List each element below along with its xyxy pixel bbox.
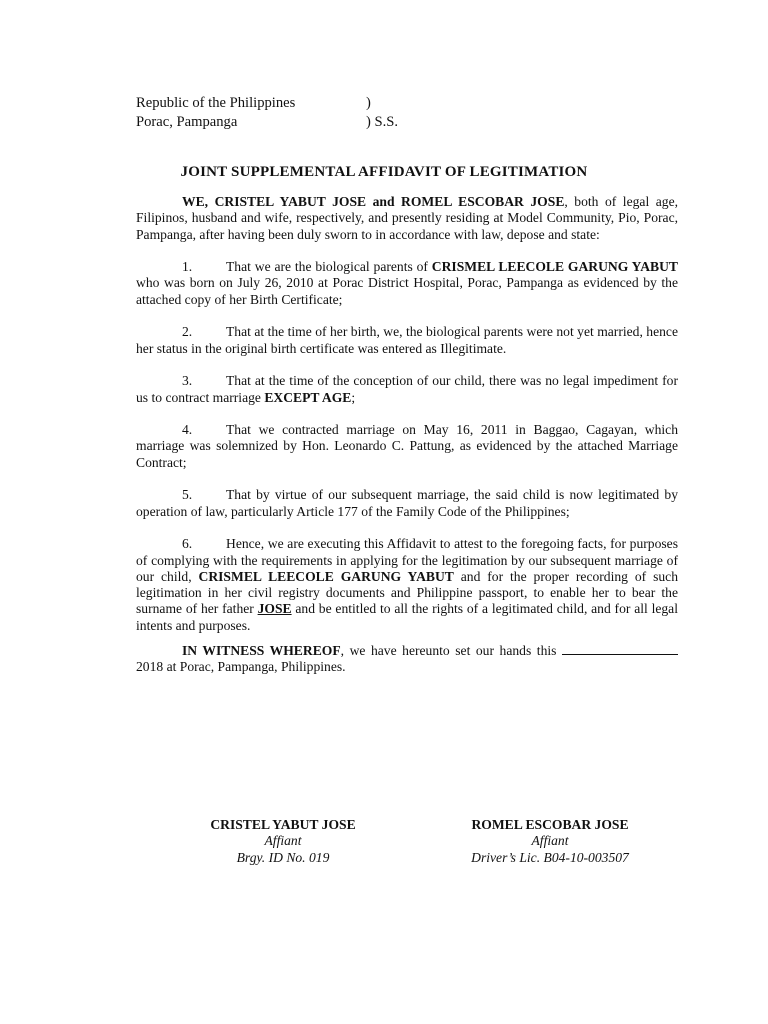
- signature-block-cristel: [153, 817, 413, 866]
- clause-number: 2.: [182, 324, 193, 340]
- signatory-name: ROMEL ESCOBAR JOSE: [471, 817, 629, 832]
- venue-block: [136, 94, 399, 132]
- clause-text: That at the time of the conception of our child, there was no legal impediment for us to contract marriage: [136, 373, 678, 405]
- clause-number: 3.: [182, 373, 193, 389]
- clause-number: 5.: [182, 487, 193, 503]
- clause-text: That by virtue of our subsequent marriage, the said child is now legitimated by operation of law, particularly Article 177 of the Family Code of the Philippines;: [136, 487, 678, 519]
- venue-line-1: [136, 94, 371, 113]
- clause-number: 1.: [182, 259, 193, 275]
- except-age: EXCEPT AGE: [264, 389, 352, 405]
- venue-line-2: [136, 113, 399, 132]
- clause-number: 6.: [182, 536, 193, 552]
- witness-paragraph: [136, 642, 678, 676]
- clause-number: 4.: [182, 422, 193, 438]
- clause-4: [136, 422, 678, 471]
- affiants-names: WE, CRISTEL YABUT JOSE and ROMEL ESCOBAR JOSE: [182, 194, 565, 209]
- child-name: CRISMEL LEECOLE GARUNG YABUT: [431, 259, 678, 275]
- date-blank-line: [562, 642, 678, 655]
- document-title: JOINT SUPPLEMENTAL AFFIDAVIT OF LEGITIMATION: [180, 164, 588, 180]
- witness-text: 2018 at Porac, Pampanga, Philippines.: [136, 659, 346, 675]
- clause-5: [136, 487, 678, 520]
- clause-text: That we are the biological parents of: [226, 259, 432, 275]
- clause-text: who was born on July 26, 2010 at Porac District Hospital, Porac, Pampanga as evidenced by the attached copy of her Birth Certificate;: [136, 275, 678, 307]
- clause-text: That we contracted marriage on May 16, 2011 in Baggao, Cagayan, which marriage was solemnized by Hon. Leonardo C. Pattung, as evidenced by the attached Marriage Contract;: [136, 422, 678, 470]
- clause-3: [136, 373, 678, 406]
- signature-block-romel: [420, 817, 680, 866]
- witness-text: , we have hereunto set our hands this: [340, 643, 557, 659]
- signatory-name: CRISTEL YABUT JOSE: [210, 817, 356, 832]
- venue-locality: Porac, Pampanga: [136, 114, 238, 130]
- venue-paren-1: ): [366, 95, 371, 111]
- child-name: CRISMEL LEECOLE GARUNG YABUT: [198, 568, 454, 584]
- venue-country: Republic of the Philippines: [136, 95, 296, 111]
- signatory-role: Affiant: [531, 833, 569, 849]
- clause-text: That at the time of her birth, we, the biological parents were not yet married, hence her status in the original birth certificate was entered as Illegitimate.: [136, 324, 678, 356]
- signatory-id: Driver’s Lic. B04-10-003507: [471, 849, 629, 865]
- clause-text: Hence, we are executing this Affidavit to attest to the foregoing facts, for purposes of complying with the requirements in applying for the legitimation by our subsequent marriage of our child,: [136, 536, 678, 584]
- signatory-role: Affiant: [264, 833, 302, 849]
- clause-1: [136, 259, 678, 308]
- father-surname: JOSE: [257, 601, 292, 617]
- intro-text: , both of legal age, Filipinos, husband and wife, respectively, and presently residing at Model Community, Pio, Porac, Pampanga, after having been duly sworn to in accordance with law, depose and state:: [136, 194, 678, 242]
- signatory-id: Brgy. ID No. 019: [236, 849, 330, 865]
- clause-2: [136, 324, 678, 357]
- clause-text: and for the proper recording of such legitimation in her civil registry documents and Philippine passport, to enable her to bear the surname of her father: [136, 568, 679, 617]
- venue-ss: ) S.S.: [366, 114, 399, 130]
- witness-phrase: IN WITNESS WHEREOF: [182, 643, 341, 659]
- intro-paragraph: [136, 194, 678, 243]
- clause-text: ;: [351, 389, 356, 405]
- clause-text: and be entitled to all the rights of a legitimated child, and for all legal intents and purposes.: [136, 601, 678, 633]
- affidavit-body: [136, 194, 678, 692]
- clause-6: [136, 536, 678, 634]
